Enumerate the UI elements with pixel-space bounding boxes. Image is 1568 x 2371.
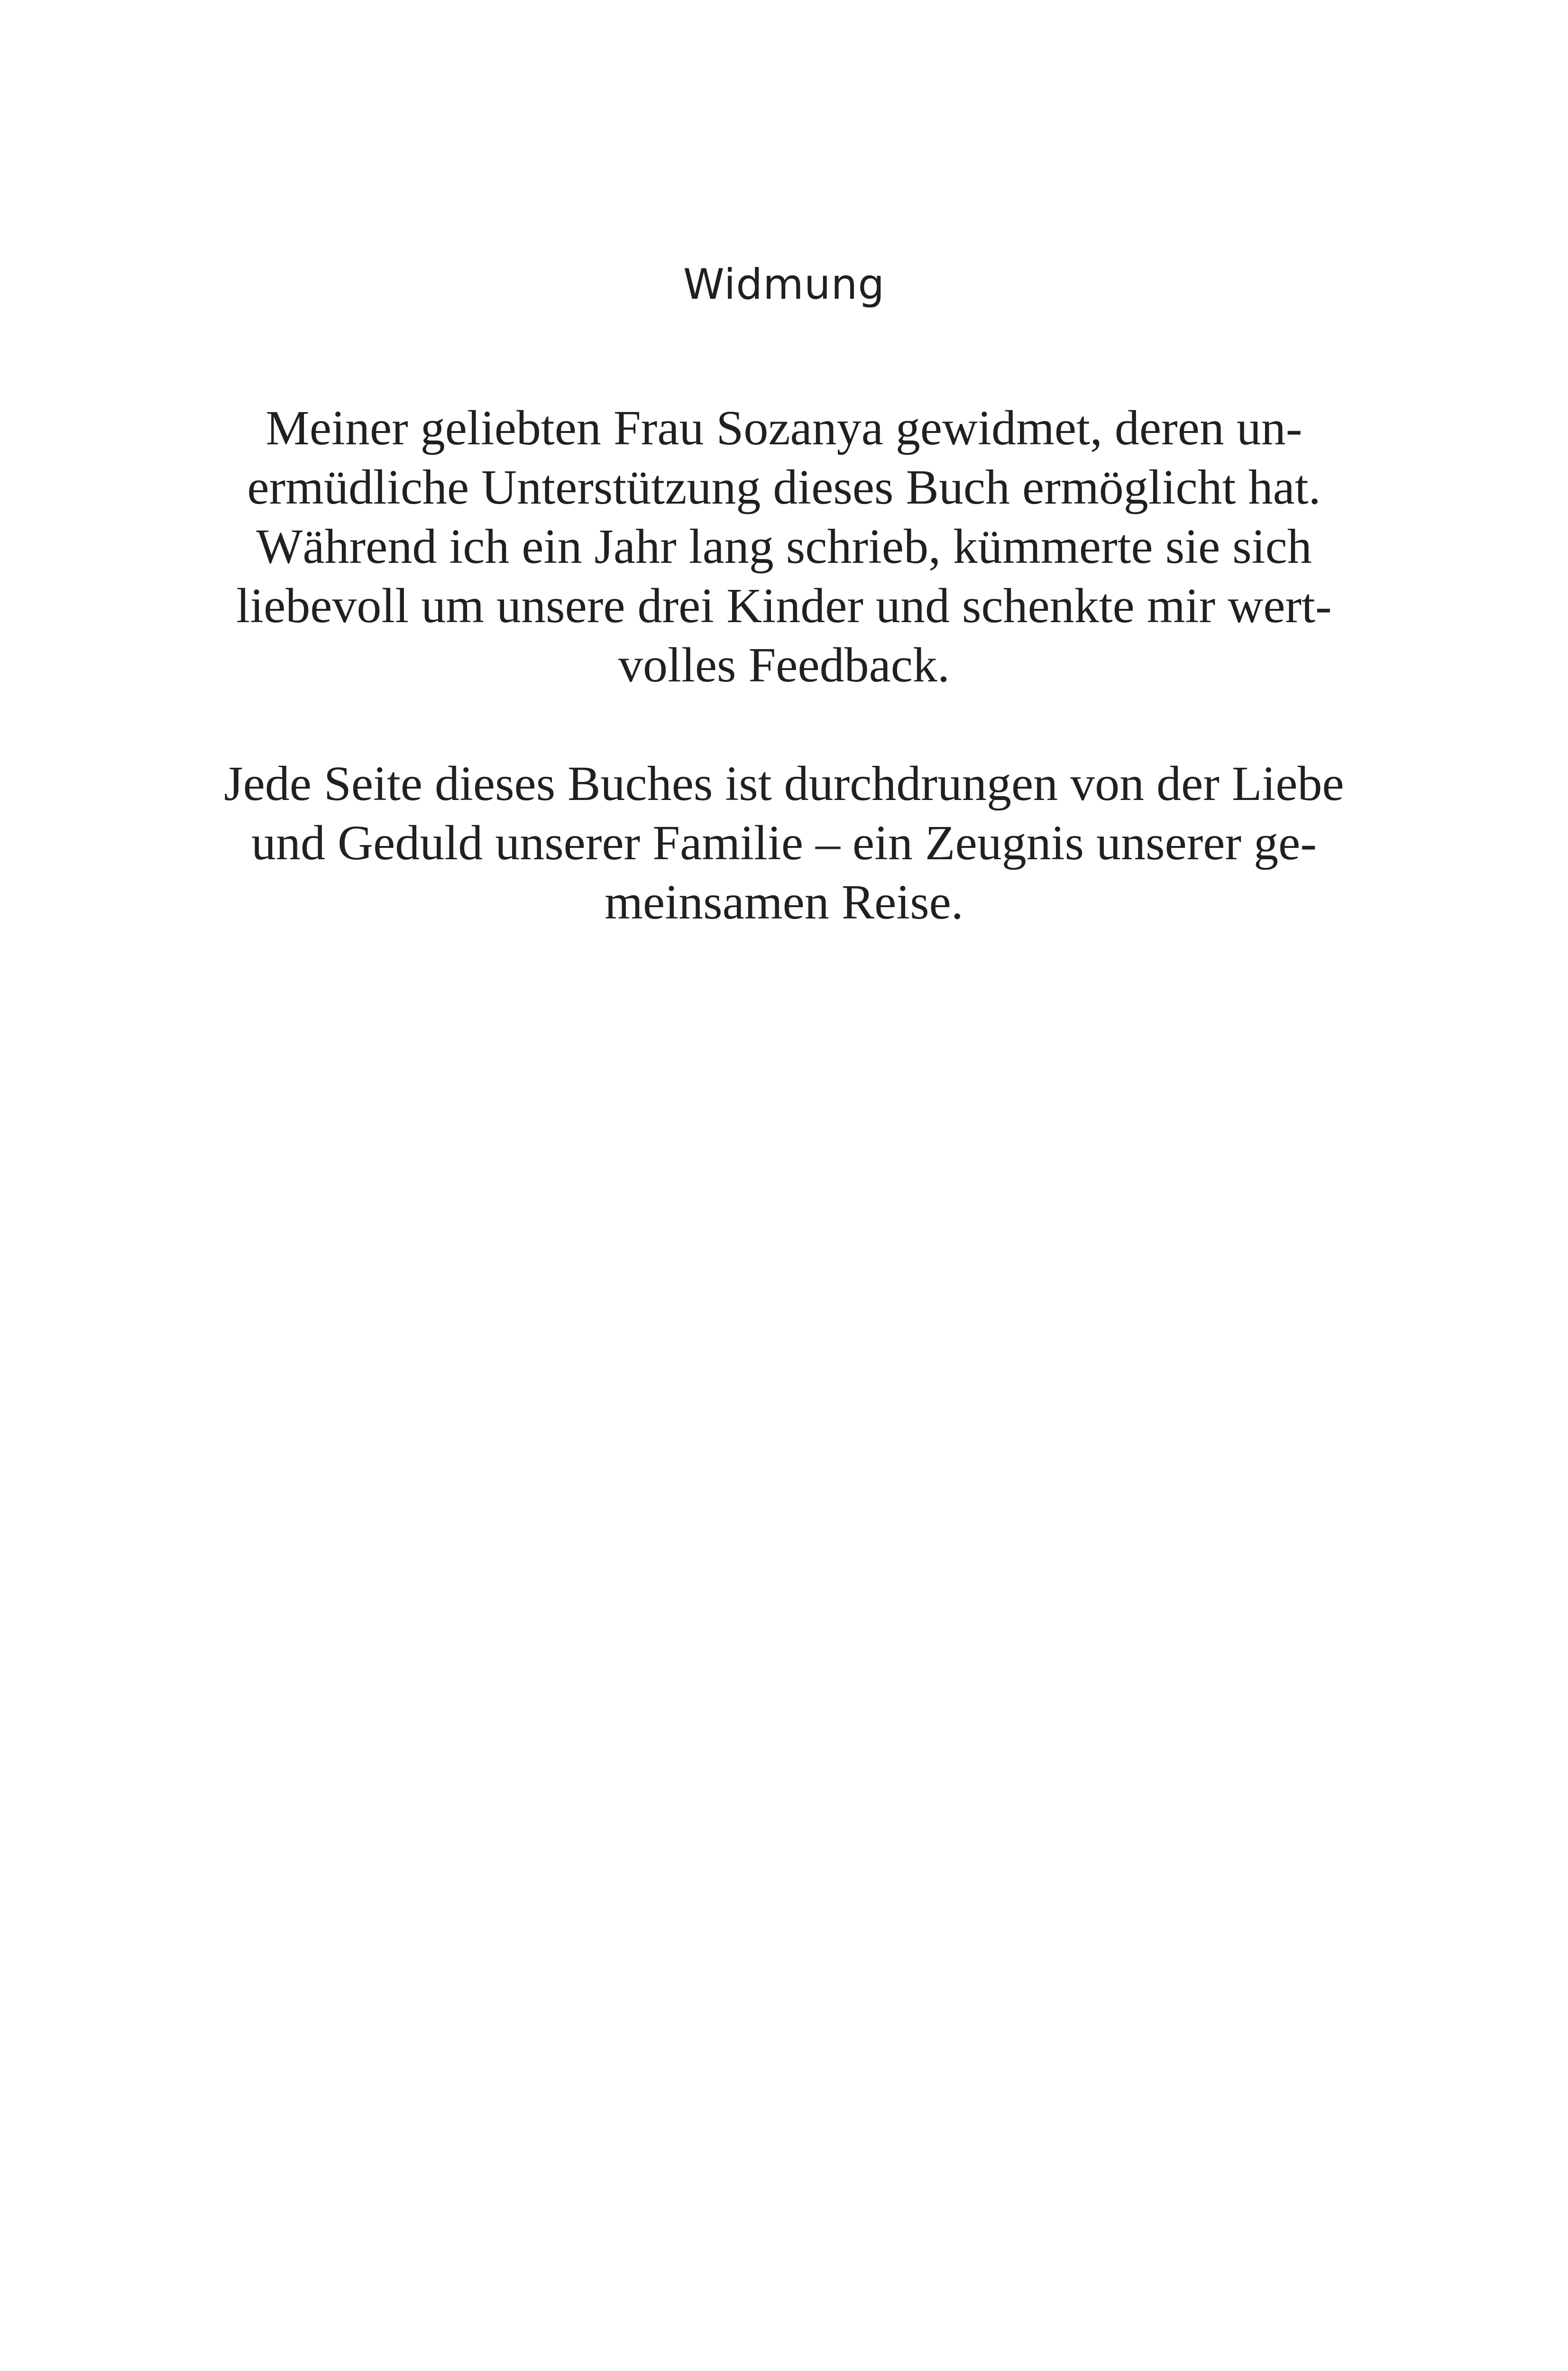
dedication-paragraph-2 (142, 754, 1426, 932)
text-line: und Geduld unserer Familie – ein Zeugnis unserer ge- (251, 816, 1317, 870)
dedication-paragraph-1 (142, 398, 1426, 695)
text-line: Während ich ein Jahr lang schrieb, kümmerte sie sich (256, 519, 1312, 574)
text-line: Jede Seite dieses Buches ist durchdrungen von der Liebe (224, 756, 1344, 811)
text-line: Meiner geliebten Frau Sozanya gewidmet, deren un- (266, 401, 1302, 455)
text-line: volles Feedback. (618, 638, 950, 692)
text-line: liebevoll um unsere drei Kinder und schenkte mir wert- (236, 579, 1332, 633)
text-line: meinsamen Reise. (605, 875, 963, 929)
text-line: ermüdliche Unterstützung dieses Buch ermöglicht hat. (247, 460, 1321, 515)
dedication-heading: Widmung (683, 260, 885, 309)
